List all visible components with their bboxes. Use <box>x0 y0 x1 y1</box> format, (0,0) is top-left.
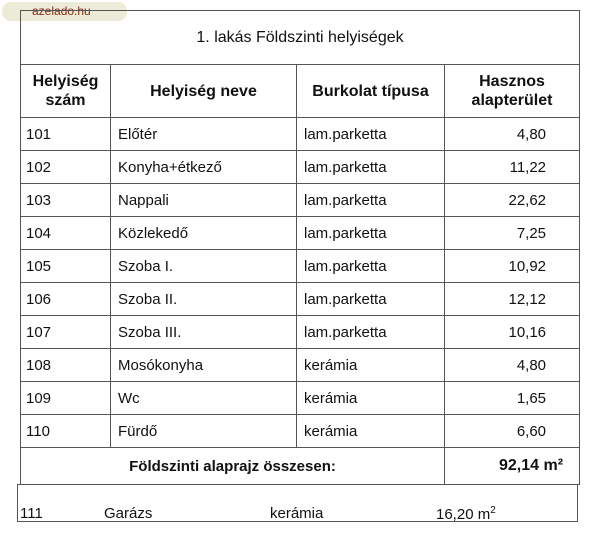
table-row <box>21 250 580 283</box>
covering-cell: lam.parketta <box>297 184 445 217</box>
covering-cell: lam.parketta <box>297 283 445 316</box>
garage-row <box>17 484 578 522</box>
room-number-cell: 108 <box>21 349 111 382</box>
room-number-cell: 102 <box>21 151 111 184</box>
table-row <box>21 382 580 415</box>
area-cell: 6,60 <box>445 415 580 448</box>
room-number-cell: 110 <box>21 415 111 448</box>
room-number-cell: 107 <box>21 316 111 349</box>
area-cell: 4,80 <box>445 349 580 382</box>
header-floor-area: Hasznos alapterület <box>445 65 580 118</box>
watermark: azelado.hu <box>2 2 127 21</box>
rooms-table <box>20 10 580 485</box>
header-covering-type: Burkolat típusa <box>297 65 445 118</box>
header-room-number: Helyiség szám <box>21 65 111 118</box>
table-row <box>21 217 580 250</box>
area-cell: 22,62 <box>445 184 580 217</box>
room-number-cell: 105 <box>21 250 111 283</box>
covering-cell: lam.parketta <box>297 118 445 151</box>
room-name-cell: Konyha+étkező <box>111 151 297 184</box>
room-name-cell: Szoba II. <box>111 283 297 316</box>
room-number-cell: 106 <box>21 283 111 316</box>
room-name-cell: Wc <box>111 382 297 415</box>
table-row <box>21 151 580 184</box>
table-row <box>21 316 580 349</box>
covering-cell: kerámia <box>297 415 445 448</box>
room-number-cell: 101 <box>21 118 111 151</box>
total-label: Földszinti alaprajz összesen: <box>21 448 445 485</box>
header-room-name: Helyiség neve <box>111 65 297 118</box>
room-name-cell: Nappali <box>111 184 297 217</box>
total-row <box>21 448 580 485</box>
table-row <box>21 349 580 382</box>
room-number-cell: 103 <box>21 184 111 217</box>
covering-cell: lam.parketta <box>297 217 445 250</box>
total-value: 92,14 m² <box>445 448 580 485</box>
covering-cell: kerámia <box>297 349 445 382</box>
covering-cell: lam.parketta <box>297 316 445 349</box>
room-name-cell: Szoba III. <box>111 316 297 349</box>
room-number-cell: 104 <box>21 217 111 250</box>
room-name-cell: Szoba I. <box>111 250 297 283</box>
area-cell: 11,22 <box>445 151 580 184</box>
covering-cell: lam.parketta <box>297 151 445 184</box>
garage-number: 111 <box>20 505 43 522</box>
garage-name: Garázs <box>104 505 153 522</box>
garage-covering: kerámia <box>270 505 324 522</box>
table-body <box>21 118 580 448</box>
room-name-cell: Előtér <box>111 118 297 151</box>
garage-area: 16,20 $m^2$ <box>436 505 496 523</box>
area-cell: 4,80 <box>445 118 580 151</box>
area-cell: 10,92 <box>445 250 580 283</box>
room-name-cell: Mosókonyha <box>111 349 297 382</box>
table-row <box>21 184 580 217</box>
table-row <box>21 118 580 151</box>
table-row <box>21 283 580 316</box>
covering-cell: kerámia <box>297 382 445 415</box>
room-name-cell: Fürdő <box>111 415 297 448</box>
room-name-cell: Közlekedő <box>111 217 297 250</box>
room-number-cell: 109 <box>21 382 111 415</box>
area-cell: 10,16 <box>445 316 580 349</box>
covering-cell: lam.parketta <box>297 250 445 283</box>
table-title: 1. lakás Földszinti helyiségek <box>21 11 580 65</box>
area-cell: 7,25 <box>445 217 580 250</box>
area-cell: 12,12 <box>445 283 580 316</box>
area-cell: 1,65 <box>445 382 580 415</box>
table-row <box>21 415 580 448</box>
